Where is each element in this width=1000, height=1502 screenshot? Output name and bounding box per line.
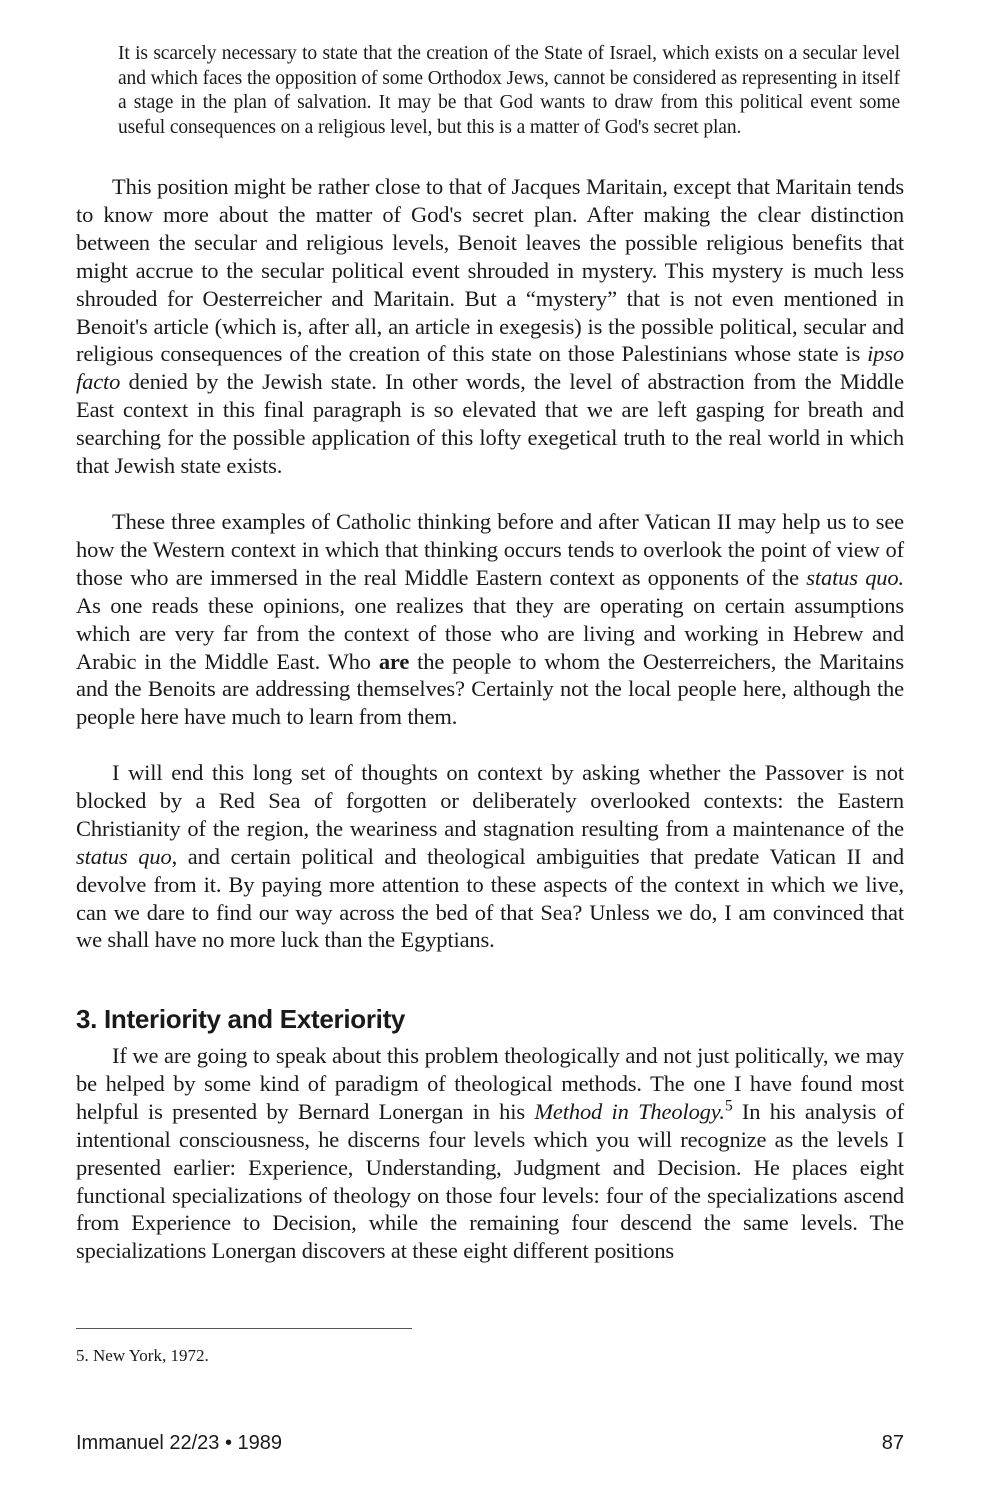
paragraph-catholic-thinking (76, 508, 904, 731)
italic-phrase: ipso facto (76, 341, 904, 395)
paragraph-text: As one reads these opinions, one realizes that they are operating on certain assumptions which are very far from the context of those who are living and working in Hebrew and Arabic in the Middle East. Who (76, 592, 904, 674)
paragraph-text: the people to whom the Oesterreichers, the Maritains and the Benoits are addressing themselves? Certainly not the local people here, although the people here have much to learn from them. (76, 648, 904, 730)
footnote-5: 5. New York, 1972. (76, 1346, 209, 1365)
paragraph-text: This position might be rather close to that of Jacques Maritain, except that Maritain tends to know more about the matter of God's secret plan. After making the clear distinction between the secular and religious levels, Benoit leaves the possible religious benefits that might accrue to the secular political event shrouded in mystery. This mystery is much less shrouded for Oesterreicher and Maritain. But a “mystery” that is not even mentioned in Benoit's article (which is, after all, an article in exegesis) is the possible political, secular and religious consequences of the creation of this state on those Palestinians whose state is (76, 174, 904, 367)
paragraph-maritain-benoit (76, 173, 904, 480)
page-number: 87 (881, 1432, 904, 1454)
paragraph-text: , and certain political and theological ambiguities that predate Vatican II and devolve from it. By paying more attention to these aspects of the context in which we live, can we dare to find our way across the bed of that Sea? Unless we do, I am convinced that we shall have no more luck than the Egyptians. (76, 843, 904, 953)
book-title: Method in Theology. (534, 1098, 725, 1124)
paragraph-text: In his analysis of intentional consciousness, he discerns four levels which you will recognize as the levels I presented earlier: Experience, Understanding, Judgment and Decision. He places eight functional specializations of theology on those four levels: four of the specializations ascend from Experience to Decision, while the remaining four descend the same levels. The specializations Lonergan discovers at these eight different positions (76, 1098, 904, 1264)
paragraph-text: These three examples of Catholic thinking before and after Vatican II may help us to see how the Western context in which that thinking occurs tends to overlook the point of view of those who are immersed in the real Middle Eastern context as opponents of the (76, 509, 904, 590)
paragraph-red-sea (76, 759, 904, 954)
paragraph-text: I will end this long set of thoughts on context by asking whether the Passover is not blocked by a Red Sea of forgotten or deliberately overlooked contexts: the Eastern Christianity of the region, the weariness and stagnation resulting from a maintenance of the (76, 760, 904, 841)
journal-footer: Immanuel 22/23 • 1989 (76, 1432, 283, 1454)
block-quote (118, 42, 900, 140)
italic-phrase: status quo. (806, 564, 904, 590)
footnote-divider (76, 1328, 412, 1329)
footnote-reference[interactable]: 5 (724, 1097, 733, 1115)
bold-emphasis: are (378, 648, 410, 674)
paragraph-text: If we are going to speak about this problem theologically and not just politically, we may be helped by some kind of paradigm of theological methods. The one I have found most helpful is presented by Bernard Lonergan in his (76, 1043, 904, 1124)
italic-phrase: status quo (76, 843, 172, 869)
block-quote-text: It is scarcely necessary to state that the creation of the State of Israel, which exists on a secular level and which faces the opposition of some Orthodox Jews, cannot be considered as representing in itself a stage in the plan of salvation. It may be that God wants to draw from this political event some useful consequences on a religious level, but this is a matter of God's secret plan. (118, 43, 900, 138)
section-heading: 3. Interiority and Exteriority (76, 1004, 406, 1034)
paragraph-lonergan (76, 1042, 904, 1265)
paragraph-text: denied by the Jewish state. In other words, the level of abstraction from the Middle East context in this final paragraph is so elevated that we are left gasping for breath and searching for the possible application of this lofty exegetical truth to the real world in which that Jewish state exists. (76, 369, 904, 479)
